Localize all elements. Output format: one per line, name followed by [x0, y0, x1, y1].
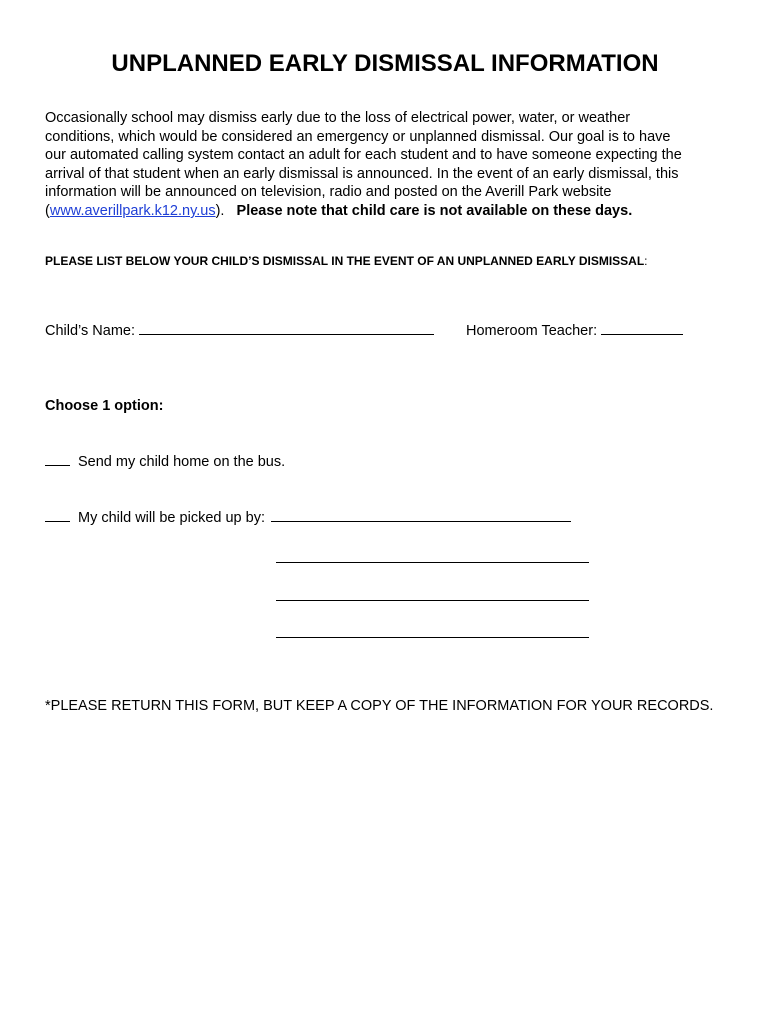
- homeroom-label: Homeroom Teacher:: [466, 323, 598, 339]
- child-care-note: Please note that child care is not available on these days.: [236, 202, 633, 219]
- pickup-extra-line[interactable]: [276, 637, 589, 638]
- pickup-extra-line[interactable]: [276, 562, 589, 563]
- intro-line: information will be announced on television, radio and posted on the Averill Park website: [45, 184, 612, 201]
- page-title: UNPLANNED EARLY DISMISSAL INFORMATION: [111, 50, 659, 77]
- option-bus-label: Send my child home on the bus.: [78, 454, 286, 470]
- intro-line-last: [45, 202, 725, 221]
- intro-line: Occasionally school may dismiss early due to the loss of electrical power, water, or weather: [45, 110, 631, 126]
- option-pickup: [45, 508, 571, 528]
- option-bus: [45, 452, 285, 472]
- option-bus-checkbox[interactable]: [45, 452, 70, 466]
- instruction-colon: :: [644, 254, 648, 268]
- options-heading: Choose 1 option:: [45, 398, 164, 414]
- instruction-text: PLEASE LIST BELOW YOUR CHILD’S DISMISSAL IN THE EVENT OF AN UNPLANNED EARLY DISMISSAL: [45, 254, 645, 268]
- child-name-label: Child’s Name:: [45, 323, 135, 339]
- intro-paragraph: [45, 109, 725, 221]
- website-link[interactable]: www.averillpark.k12.ny.us: [49, 202, 216, 219]
- option-pickup-checkbox[interactable]: [45, 508, 70, 522]
- pickup-extra-line[interactable]: [276, 600, 589, 601]
- child-name-field: [45, 321, 434, 341]
- pickup-name-input[interactable]: [271, 508, 571, 522]
- child-name-input[interactable]: [139, 321, 434, 335]
- paren-close: ).: [215, 202, 225, 219]
- footer-note: *PLEASE RETURN THIS FORM, BUT KEEP A COPY OF THE INFORMATION FOR YOUR RECORDS.: [45, 698, 714, 714]
- intro-line: conditions, which would be considered an emergency or unplanned dismissal. Our goal is to have: [45, 128, 671, 145]
- intro-line: arrival of that student when an early dismissal is announced. In the event of an early dismissal, this: [45, 165, 679, 182]
- homeroom-input[interactable]: [601, 321, 683, 335]
- intro-line: our automated calling system contact an adult for each student and to have someone expecting the: [45, 147, 682, 164]
- option-pickup-label: My child will be picked up by:: [78, 510, 265, 526]
- homeroom-field: [466, 321, 683, 341]
- paren-open: (: [45, 202, 50, 219]
- instruction-heading: [45, 253, 648, 269]
